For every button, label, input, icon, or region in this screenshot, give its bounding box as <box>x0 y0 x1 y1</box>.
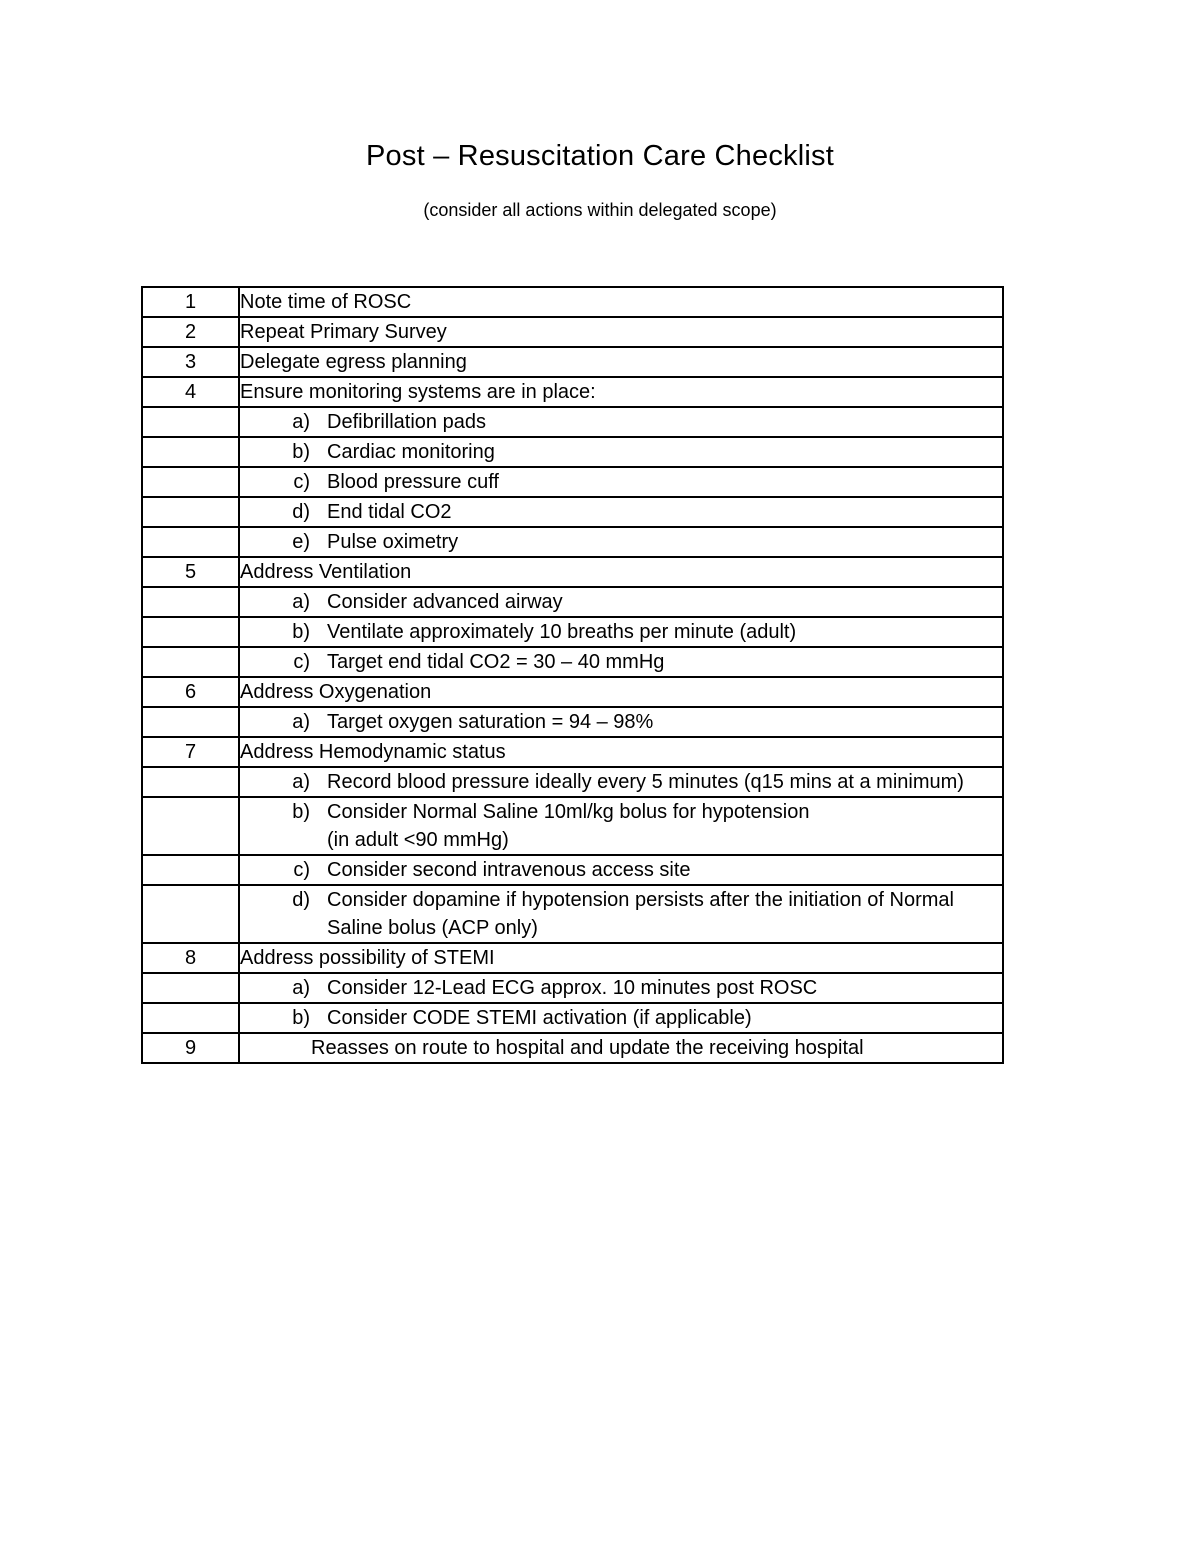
sub-item-text: Target oxygen saturation = 94 – 98% <box>327 711 654 733</box>
row-text-cell <box>239 527 1003 557</box>
sub-item-text-group <box>327 886 967 942</box>
row-number <box>142 407 239 437</box>
checklist-row <box>142 287 1003 317</box>
sub-item <box>240 856 1002 884</box>
sub-item-text: Ventilate approximately 10 breaths per minute (adult) <box>327 621 797 643</box>
sub-item <box>240 468 1002 496</box>
row-number: 7 <box>142 737 239 767</box>
sub-item-text-group <box>327 618 967 646</box>
sub-item-letter: b) <box>292 1007 310 1029</box>
row-text-cell <box>239 497 1003 527</box>
page-title: Post – Resuscitation Care Checklist <box>366 140 834 172</box>
row-number <box>142 587 239 617</box>
checklist-row <box>142 407 1003 437</box>
row-text-cell <box>239 647 1003 677</box>
sub-item-text: Consider advanced airway <box>327 591 563 613</box>
row-text-cell <box>239 557 1003 587</box>
sub-item-letter: a) <box>292 711 310 733</box>
sub-item-letter: b) <box>292 621 310 643</box>
checklist-row <box>142 347 1003 377</box>
sub-item <box>240 1004 1002 1032</box>
row-text: Delegate egress planning <box>240 351 467 373</box>
row-text-cell <box>239 287 1003 317</box>
row-text-cell <box>239 707 1003 737</box>
checklist-row <box>142 1033 1003 1063</box>
row-number <box>142 437 239 467</box>
sub-item <box>240 588 1002 616</box>
row-number <box>142 617 239 647</box>
row-number: 1 <box>142 287 239 317</box>
sub-item-letter: a) <box>292 771 310 793</box>
row-text-cell <box>239 467 1003 497</box>
sub-item <box>240 974 1002 1002</box>
row-text-cell <box>239 885 1003 943</box>
sub-item-text: End tidal CO2 <box>327 501 452 523</box>
sub-item-text: Cardiac monitoring <box>327 441 495 463</box>
row-text-cell <box>239 797 1003 855</box>
row-number <box>142 855 239 885</box>
sub-item-text: Blood pressure cuff <box>327 471 499 493</box>
row-text-cell <box>239 437 1003 467</box>
row-number <box>142 885 239 943</box>
row-text-cell <box>239 617 1003 647</box>
row-number: 8 <box>142 943 239 973</box>
row-text: Address Ventilation <box>240 561 412 583</box>
sub-item-text: Record blood pressure ideally every 5 minutes (q15 mins at a minimum) <box>327 771 964 793</box>
row-text-cell <box>239 737 1003 767</box>
sub-item-text-group <box>327 708 967 736</box>
row-number <box>142 767 239 797</box>
sub-item <box>240 498 1002 526</box>
row-number <box>142 467 239 497</box>
row-number: 5 <box>142 557 239 587</box>
sub-item <box>240 708 1002 736</box>
checklist-row <box>142 377 1003 407</box>
sub-item-text: Consider 12-Lead ECG approx. 10 minutes post ROSC <box>327 977 818 999</box>
checklist-row <box>142 587 1003 617</box>
sub-item-text: Pulse oximetry <box>327 531 459 553</box>
row-text-cell <box>239 377 1003 407</box>
row-text-cell <box>239 855 1003 885</box>
sub-item-text: Defibrillation pads <box>327 411 486 433</box>
sub-item-text-group <box>327 588 967 616</box>
sub-item-letter: d) <box>292 501 310 523</box>
row-text-cell <box>239 677 1003 707</box>
sub-item-text-group <box>327 438 967 466</box>
sub-item-letter: c) <box>293 471 310 493</box>
row-text-cell <box>239 347 1003 377</box>
sub-item <box>240 886 1002 942</box>
checklist-row <box>142 943 1003 973</box>
row-text-cell <box>239 317 1003 347</box>
checklist-row <box>142 647 1003 677</box>
row-text-cell <box>239 767 1003 797</box>
row-text: Address Oxygenation <box>240 681 432 703</box>
row-text: Address Hemodynamic status <box>240 741 506 763</box>
sub-item-text-group <box>327 856 967 884</box>
sub-item-text: Consider CODE STEMI activation (if applicable) <box>327 1007 752 1029</box>
sub-item-text: Consider dopamine if hypotension persists after the initiation of Normal Saline bolus (ACP only) <box>327 889 954 939</box>
row-text-cell <box>239 407 1003 437</box>
row-number: 6 <box>142 677 239 707</box>
row-text-cell <box>239 943 1003 973</box>
sub-item-letter: a) <box>292 977 310 999</box>
row-text: Ensure monitoring systems are in place: <box>240 381 596 403</box>
sub-item-letter: b) <box>292 801 310 823</box>
row-number <box>142 497 239 527</box>
row-text: Reasses on route to hospital and update the receiving hospital <box>311 1037 864 1059</box>
sub-item-text-group <box>327 798 967 854</box>
checklist-row <box>142 855 1003 885</box>
sub-item-letter: b) <box>292 441 310 463</box>
checklist-row <box>142 885 1003 943</box>
sub-item-text-group <box>327 768 967 796</box>
sub-item-text-group <box>327 974 967 1002</box>
checklist-row <box>142 617 1003 647</box>
row-text-cell <box>239 1003 1003 1033</box>
sub-item <box>240 408 1002 436</box>
sub-item-text-group <box>327 648 967 676</box>
checklist-row <box>142 1003 1003 1033</box>
sub-item-text-group <box>327 1004 967 1032</box>
sub-item <box>240 618 1002 646</box>
row-number <box>142 527 239 557</box>
row-number <box>142 647 239 677</box>
checklist-row <box>142 767 1003 797</box>
sub-item <box>240 798 1002 854</box>
checklist-row <box>142 527 1003 557</box>
row-text-cell <box>239 973 1003 1003</box>
row-text: Repeat Primary Survey <box>240 321 447 343</box>
checklist-row <box>142 707 1003 737</box>
sub-item-letter: a) <box>292 591 310 613</box>
sub-item-text-group <box>327 468 967 496</box>
sub-item-letter: d) <box>292 889 310 911</box>
row-text: Note time of ROSC <box>240 291 412 313</box>
checklist-row <box>142 557 1003 587</box>
sub-item-letter: c) <box>293 859 310 881</box>
checklist-table <box>141 286 1004 1064</box>
sub-item <box>240 768 1002 796</box>
row-number <box>142 1003 239 1033</box>
row-number: 4 <box>142 377 239 407</box>
sub-item-letter: a) <box>292 411 310 433</box>
checklist-row <box>142 737 1003 767</box>
sub-item <box>240 438 1002 466</box>
checklist-row <box>142 317 1003 347</box>
checklist-row <box>142 677 1003 707</box>
checklist-row <box>142 797 1003 855</box>
row-number <box>142 707 239 737</box>
row-number <box>142 797 239 855</box>
sub-item-text: Consider Normal Saline 10ml/kg bolus for hypotension <box>327 801 810 823</box>
row-text-cell <box>239 1033 1003 1063</box>
checklist-row <box>142 437 1003 467</box>
sub-item-letter: e) <box>292 531 310 553</box>
sub-item <box>240 528 1002 556</box>
page-subtitle: (consider all actions within delegated scope) <box>423 200 777 220</box>
checklist-row <box>142 467 1003 497</box>
sub-item-letter: c) <box>293 651 310 673</box>
row-number: 2 <box>142 317 239 347</box>
sub-item-text-continued: (in adult <90 mmHg) <box>327 829 509 851</box>
sub-item-text-group <box>327 498 967 526</box>
sub-item-text-group <box>327 408 967 436</box>
row-text: Address possibility of STEMI <box>240 947 495 969</box>
sub-item-text: Consider second intravenous access site <box>327 859 691 881</box>
sub-item-text-group <box>327 528 967 556</box>
sub-item-text: Target end tidal CO2 = 30 – 40 mmHg <box>327 651 665 673</box>
sub-item <box>240 648 1002 676</box>
row-number: 9 <box>142 1033 239 1063</box>
row-text-cell <box>239 587 1003 617</box>
checklist-row <box>142 497 1003 527</box>
row-number: 3 <box>142 347 239 377</box>
checklist-row <box>142 973 1003 1003</box>
row-number <box>142 973 239 1003</box>
